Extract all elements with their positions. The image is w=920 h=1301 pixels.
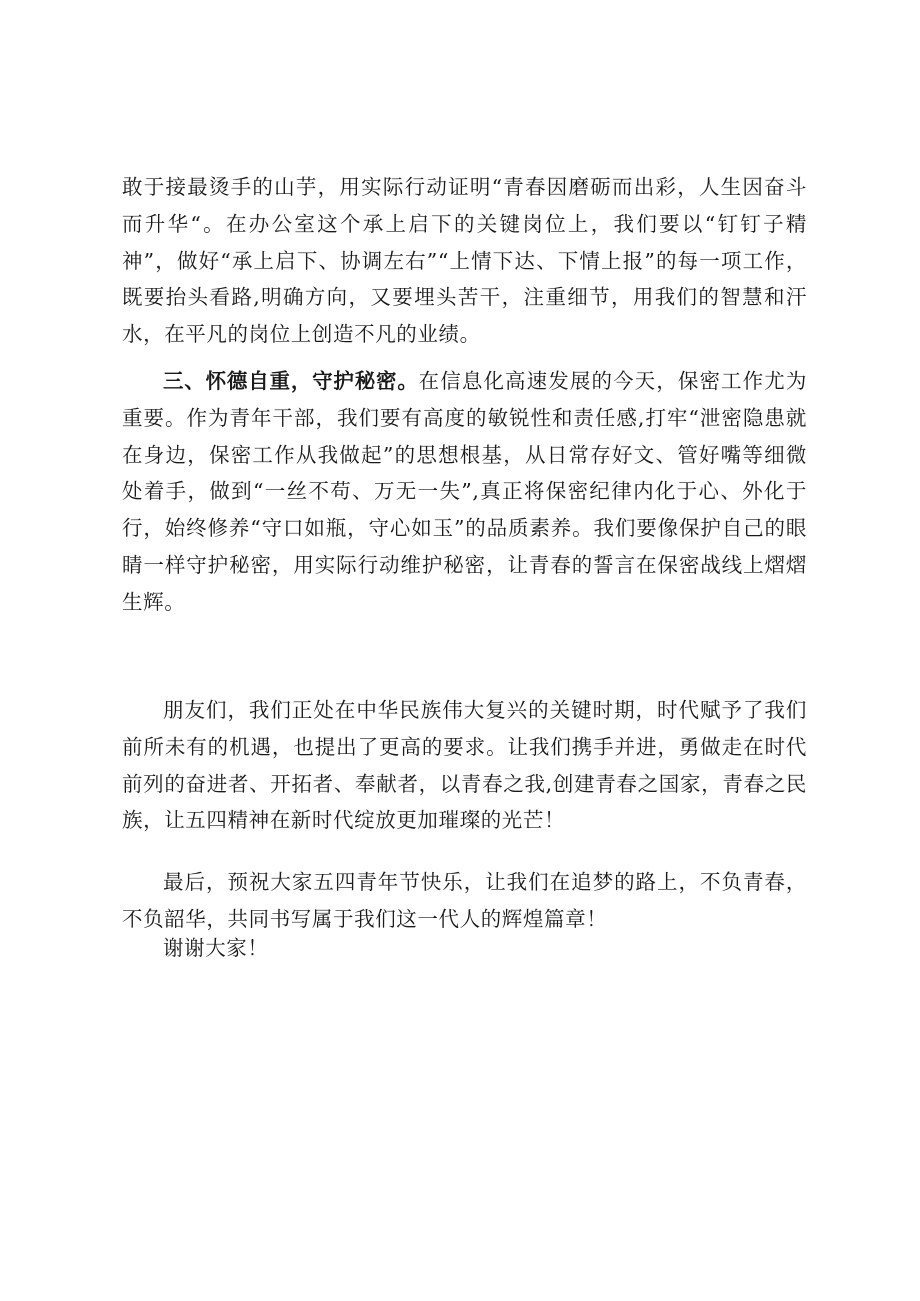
paragraph-thanks: 谢谢大家！ bbox=[163, 936, 269, 960]
section-body-text: 在信息化高速发展的今天，保密工作尤为重要。作为青年干部，我们要有高度的敏锐性和责任感,打牢“泄密隐患就在身边，保密工作从我做起”的思想根基，从日常存好文、管好嘴等细微处着手，做到“一丝不苟、万无一失”,真正将保密纪律内化于心、外化于行，始终修养“守口如瓶，守心如玉”的品质素养。我们要像保护自己的眼睛一样守护秘密，用实际行动维护秘密，让青春的誓言在保密战线上熠熠生辉。 bbox=[122, 369, 807, 614]
paragraph-friends: 朋友们，我们正处在中华民族伟大复兴的关键时期，时代赋予了我们前所未有的机遇，也提出了更高的要求。让我们携手并进，勇做走在时代前列的奋进者、开拓者、奉献者，以青春之我,创建青春之国家，青春之民族，让五四精神在新时代绽放更加璀璨的光芒！ bbox=[122, 698, 807, 833]
paragraph-section-three bbox=[122, 363, 807, 621]
paragraph-closing-wish: 最后，预祝大家五四青年节快乐，让我们在追梦的路上，不负青春，不负韶华，共同书写属于我们这一代人的辉煌篇章！ bbox=[122, 870, 807, 931]
paragraph-continuation: 敢于接最烫手的山芋，用实际行动证明“青春因磨砺而出彩，人生因奋斗而升华“。在办公室这个承上启下的关键岗位上，我们要以“钉钉子精神”，做好“承上启下、协调左右”“上情下达、下情上报”的每一项工作，既要抬头看路,明确方向，又要埋头苦干，注重细节，用我们的智慧和汗水，在平凡的岗位上创造不凡的业绩。 bbox=[122, 175, 807, 347]
section-heading: 三、怀德自重，守护秘密。 bbox=[163, 369, 419, 393]
